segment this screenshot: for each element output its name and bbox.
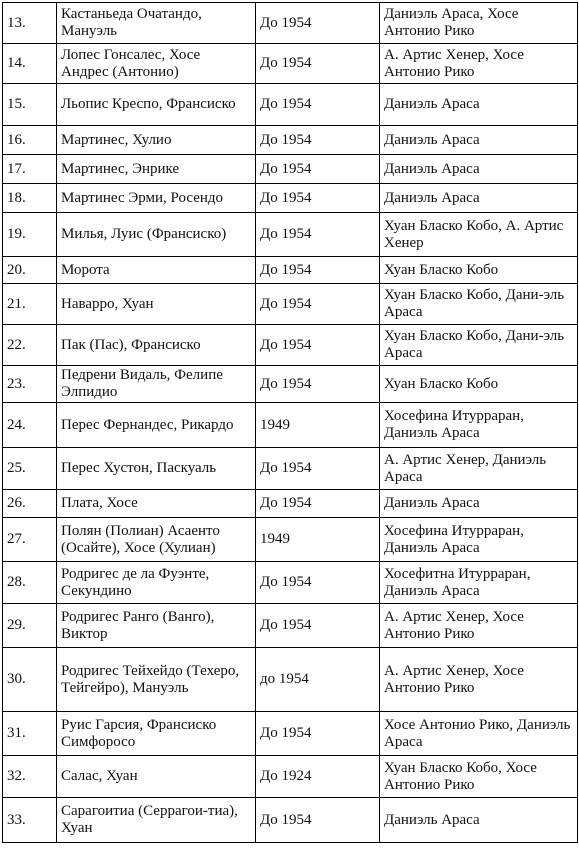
row-number-cell: 23. — [3, 366, 57, 403]
source-names-cell: Даниэль Араса — [380, 84, 578, 126]
person-name-cell: Льопис Креспо, Франсиско — [57, 84, 256, 126]
period-cell: До 1924 — [256, 756, 380, 798]
person-name-cell: Мартинес Эрми, Росендо — [57, 184, 256, 213]
row-number-cell: 14. — [3, 44, 57, 84]
table-row — [3, 798, 578, 843]
period-cell: До 1954 — [256, 490, 380, 518]
source-names-cell: Даниэль Араса — [380, 490, 578, 518]
period-cell: До 1954 — [256, 213, 380, 257]
period-cell: До 1954 — [256, 798, 380, 843]
table-row — [3, 403, 578, 448]
source-names-cell: А. Артис Хенер, Даниэль Араса — [380, 448, 578, 490]
period-cell: До 1954 — [256, 257, 380, 284]
person-name-cell: Родригес де ла Фуэнте, Секундино — [57, 562, 256, 604]
persons-table — [2, 2, 578, 843]
source-names-cell: Хосефина Итурраран, Даниэль Араса — [380, 518, 578, 562]
table-row — [3, 257, 578, 284]
person-name-cell: Руис Гарсия, Франсиско Симфоросо — [57, 712, 256, 756]
period-cell: До 1954 — [256, 84, 380, 126]
source-names-cell: Даниэль Араса — [380, 126, 578, 155]
person-name-cell: Кастаньеда Очатандо, Мануэль — [57, 3, 256, 44]
person-name-cell: Родригес Тейхейдо (Техеро, Тейгейро), Мануэль — [57, 648, 256, 712]
source-names-cell: А. Артис Хенер, Хосе Антонио Рико — [380, 648, 578, 712]
person-name-cell: Морота — [57, 257, 256, 284]
period-cell: До 1954 — [256, 712, 380, 756]
period-cell: До 1954 — [256, 44, 380, 84]
period-cell: до 1954 — [256, 648, 380, 712]
period-cell: До 1954 — [256, 184, 380, 213]
row-number-cell: 31. — [3, 712, 57, 756]
person-name-cell: Перес Фернандес, Рикардо — [57, 403, 256, 448]
source-names-cell: Хосефина Итурраран, Даниэль Араса — [380, 403, 578, 448]
table-row — [3, 448, 578, 490]
row-number-cell: 32. — [3, 756, 57, 798]
table-row — [3, 325, 578, 366]
person-name-cell: Перес Хустон, Паскуаль — [57, 448, 256, 490]
row-number-cell: 28. — [3, 562, 57, 604]
table-body — [3, 3, 578, 843]
person-name-cell: Лопес Гонсалес, Хосе Андрес (Антонио) — [57, 44, 256, 84]
period-cell: До 1954 — [256, 325, 380, 366]
source-names-cell: Хуан Бласко Кобо, Хосе Антонио Рико — [380, 756, 578, 798]
period-cell: 1949 — [256, 403, 380, 448]
row-number-cell: 22. — [3, 325, 57, 366]
period-cell: До 1954 — [256, 366, 380, 403]
row-number-cell: 19. — [3, 213, 57, 257]
period-cell: До 1954 — [256, 604, 380, 648]
source-names-cell: Даниэль Араса — [380, 798, 578, 843]
period-cell: До 1954 — [256, 3, 380, 44]
period-cell: До 1954 — [256, 448, 380, 490]
row-number-cell: 30. — [3, 648, 57, 712]
row-number-cell: 33. — [3, 798, 57, 843]
row-number-cell: 13. — [3, 3, 57, 44]
table-row — [3, 184, 578, 213]
source-names-cell: А. Артис Хенер, Хосе Антонио Рико — [380, 604, 578, 648]
source-names-cell: Хуан Бласко Кобо — [380, 257, 578, 284]
source-names-cell: Хосе Антонио Рико, Даниэль Араса — [380, 712, 578, 756]
source-names-cell: Хуан Бласко Кобо — [380, 366, 578, 403]
table-row — [3, 84, 578, 126]
person-name-cell: Родригес Ранго (Ванго), Виктор — [57, 604, 256, 648]
person-name-cell: Полян (Полиан) Асаенто (Осайте), Хосе (Хулиан) — [57, 518, 256, 562]
source-names-cell: Даниэль Араса, Хосе Антонио Рико — [380, 3, 578, 44]
table-row — [3, 712, 578, 756]
row-number-cell: 21. — [3, 284, 57, 325]
person-name-cell: Пак (Пас), Франсиско — [57, 325, 256, 366]
person-name-cell: Салас, Хуан — [57, 756, 256, 798]
table-row — [3, 648, 578, 712]
table-row — [3, 604, 578, 648]
source-names-cell: Хосефитна Итурраран, Даниэль Араса — [380, 562, 578, 604]
row-number-cell: 15. — [3, 84, 57, 126]
person-name-cell: Сарагоитиа (Серрагои-тиа), Хуан — [57, 798, 256, 843]
table-row — [3, 562, 578, 604]
period-cell: До 1954 — [256, 126, 380, 155]
row-number-cell: 20. — [3, 257, 57, 284]
row-number-cell: 26. — [3, 490, 57, 518]
source-names-cell: Хуан Бласко Кобо, Дани-эль Араса — [380, 284, 578, 325]
row-number-cell: 27. — [3, 518, 57, 562]
period-cell: До 1954 — [256, 155, 380, 184]
source-names-cell: Даниэль Араса — [380, 184, 578, 213]
person-name-cell: Мартинес, Хулио — [57, 126, 256, 155]
table-row — [3, 284, 578, 325]
row-number-cell: 29. — [3, 604, 57, 648]
period-cell: До 1954 — [256, 562, 380, 604]
person-name-cell: Милья, Луис (Франсиско) — [57, 213, 256, 257]
table-row — [3, 126, 578, 155]
person-name-cell: Педрени Видаль, Фелипе Элпидио — [57, 366, 256, 403]
period-cell: До 1954 — [256, 284, 380, 325]
table-row — [3, 3, 578, 44]
person-name-cell: Мартинес, Энрике — [57, 155, 256, 184]
row-number-cell: 17. — [3, 155, 57, 184]
table-row — [3, 366, 578, 403]
row-number-cell: 24. — [3, 403, 57, 448]
row-number-cell: 16. — [3, 126, 57, 155]
source-names-cell: Хуан Бласко Кобо, А. Артис Хенер — [380, 213, 578, 257]
source-names-cell: Даниэль Араса — [380, 155, 578, 184]
table-row — [3, 44, 578, 84]
source-names-cell: А. Артис Хенер, Хосе Антонио Рико — [380, 44, 578, 84]
table-row — [3, 490, 578, 518]
person-name-cell: Наварро, Хуан — [57, 284, 256, 325]
table-row — [3, 756, 578, 798]
period-cell: 1949 — [256, 518, 380, 562]
table-row — [3, 518, 578, 562]
person-name-cell: Плата, Хосе — [57, 490, 256, 518]
table-row — [3, 213, 578, 257]
row-number-cell: 18. — [3, 184, 57, 213]
row-number-cell: 25. — [3, 448, 57, 490]
source-names-cell: Хуан Бласко Кобо, Дани-эль Араса — [380, 325, 578, 366]
table-row — [3, 155, 578, 184]
